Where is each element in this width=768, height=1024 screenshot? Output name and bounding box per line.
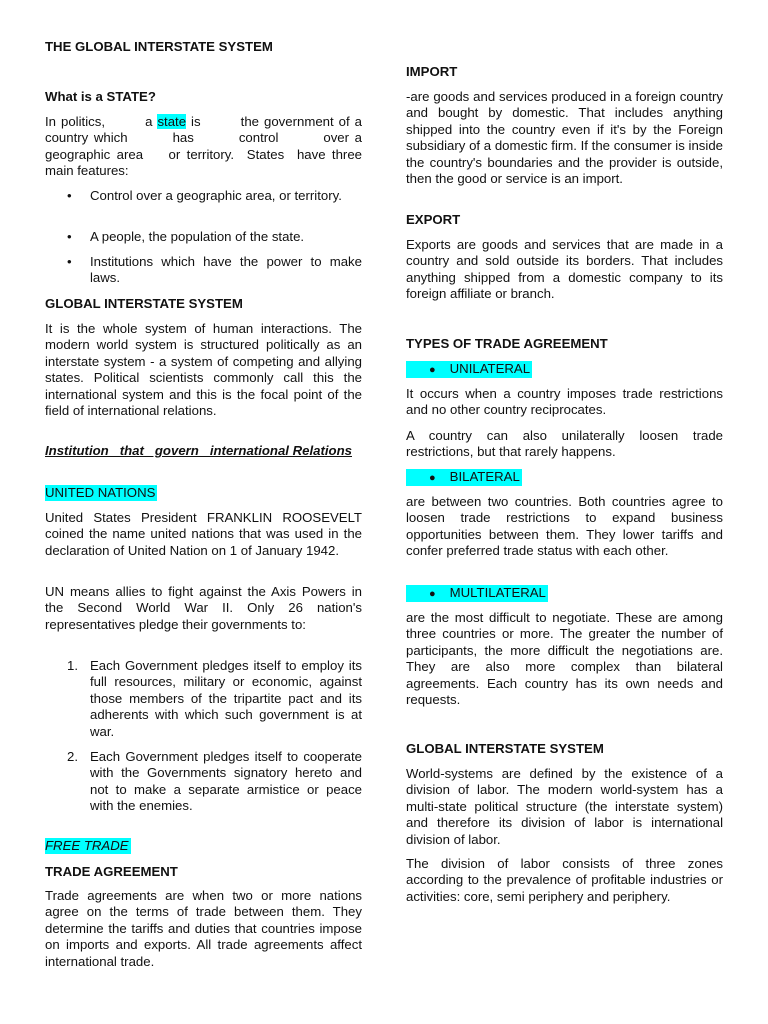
feature-text: A people, the population of the state.	[90, 229, 305, 244]
trade-agreement-heading: TRADE AGREEMENT	[45, 864, 178, 879]
trade-agreement-paragraph: Trade agreements are when two or more nations agree on the terms of trade between them. They determine the tariffs and duties that countries impose on imports and exports. All trade agreements affect international trade.	[45, 888, 362, 969]
feature-list-item	[45, 254, 362, 287]
unilateral-paragraph-2: A country can also unilaterally loosen trade restrictions, but that rarely happens.	[406, 428, 723, 460]
pledge-item	[45, 658, 362, 740]
pledge-text: Each Government pledges itself to cooperate with the Governments signatory hereto and not to make a separate armistice or peace with the enemies.	[90, 749, 362, 814]
feature-text: Institutions which have the power to make laws.	[90, 254, 362, 286]
unilateral-row	[406, 361, 723, 378]
pledge-text: Each Government pledges itself to employ its full resources, military or economic, against those members of the tripartite pact and its adherents with which such government is at war.	[90, 658, 362, 739]
global-system-2-paragraph-1: World-systems are defined by the existence of a division of labor. The modern world-system has a multi-state political structure (the interstate system) and therefore its division of labor is international division of labor.	[406, 766, 723, 847]
global-system-2-paragraph-2: The division of labor consists of three zones according to the prevalence of profitable industries or activities: core, semi periphery and periphery.	[406, 856, 723, 904]
free-trade-label: FREE TRADE	[45, 838, 129, 853]
import-paragraph: -are goods and services produced in a foreign country and bought by domestic. That includes anything shipped into the country even if it's by the Foreign subsidiary of a domestic firm. If the consumer is inside the country's boundaries and the provider is outside, then the good or service is an import.	[406, 89, 723, 187]
bullet-icon: ●	[429, 364, 436, 376]
un-paragraph-1: United States President FRANKLIN ROOSEVELT coined the name united nations that was used in the declaration of United Nation on 1 of January 1942.	[45, 510, 362, 558]
bilateral-label: BILATERAL	[449, 469, 520, 484]
pledge-item	[45, 749, 362, 815]
bilateral-row	[406, 469, 723, 486]
global-system-heading: GLOBAL INTERSTATE SYSTEM	[45, 296, 243, 311]
export-heading: EXPORT	[406, 212, 461, 227]
pledge-number: 1.	[67, 658, 78, 673]
multilateral-label-wrap	[406, 585, 548, 602]
feature-list-item	[45, 229, 362, 245]
un-label-wrap	[45, 485, 362, 501]
bullet-icon: ●	[429, 588, 436, 600]
bullet-icon: •	[67, 188, 72, 203]
free-trade-wrap	[45, 838, 362, 854]
state-highlight: state	[157, 114, 187, 129]
state-intro-start: In politics, a	[45, 114, 158, 129]
state-intro-rest: is the government of a country which has control over a geographic area or territory. States have three main features:	[45, 114, 366, 179]
bilateral-paragraph: are between two countries. Both countries agree to loosen trade restrictions to expand business opportunities between them. They lower tariffs and confer preferred trade status with each other.	[406, 494, 723, 559]
document-title: THE GLOBAL INTERSTATE SYSTEM	[45, 39, 273, 54]
bilateral-label-wrap	[406, 469, 522, 486]
feature-list-item	[45, 188, 362, 204]
global-system-2-heading: GLOBAL INTERSTATE SYSTEM	[406, 741, 604, 756]
export-paragraph: Exports are goods and services that are made in a country and sold outside its borders. That includes anything shipped from a domestic company to its foreign affiliate or branch.	[406, 237, 723, 302]
bullet-icon: •	[67, 229, 72, 244]
un-paragraph-2: UN means allies to fight against the Axis Powers in the Second World War II. Only 26 nation's representatives pledge their governments to:	[45, 584, 362, 632]
multilateral-paragraph: are the most difficult to negotiate. These are among three countries or more. The greater the number of participants, the more difficult the negotiations are. They are also more complex than bilateral agreements. Each country has its own needs and requests.	[406, 610, 723, 708]
global-system-paragraph: It is the whole system of human interactions. The modern world system is structured politically as an interstate system - a system of competing and allying states. Political scientists commonly call this the international system and this is the focal point of the field of international relations.	[45, 321, 362, 419]
state-intro-paragraph	[45, 114, 366, 180]
multilateral-row	[406, 585, 723, 602]
bullet-icon: •	[67, 254, 72, 269]
unilateral-label-wrap	[406, 361, 532, 378]
un-label: UNITED NATIONS	[45, 485, 156, 500]
import-heading: IMPORT	[406, 64, 458, 79]
unilateral-paragraph-1: It occurs when a country imposes trade restrictions and no other country reciprocates.	[406, 386, 723, 418]
types-heading: TYPES OF TRADE AGREEMENT	[406, 336, 608, 351]
bullet-icon: ●	[429, 472, 436, 484]
unilateral-label: UNILATERAL	[449, 361, 531, 376]
multilateral-label: MULTILATERAL	[449, 585, 546, 600]
institutions-heading: Institution that govern international Relations	[45, 443, 352, 458]
what-is-state-heading: What is a STATE?	[45, 89, 156, 104]
pledge-number: 2.	[67, 749, 78, 764]
feature-text: Control over a geographic area, or territory.	[90, 188, 342, 203]
